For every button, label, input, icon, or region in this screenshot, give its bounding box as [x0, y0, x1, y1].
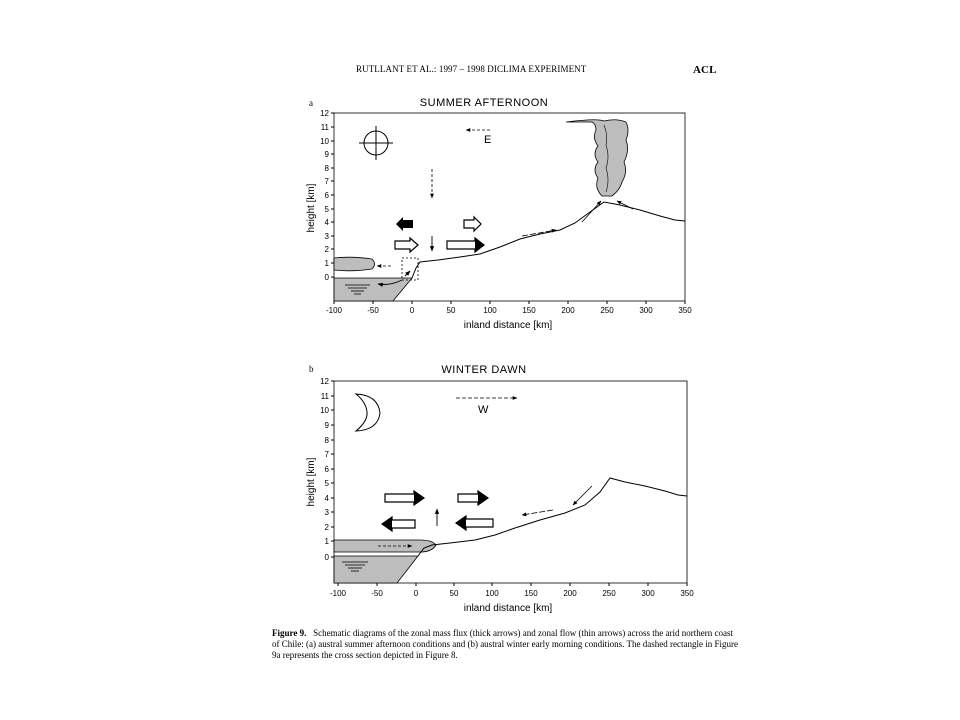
panel-a-title: SUMMER AFTERNOON [419, 97, 549, 109]
y-tick: 0 [324, 273, 329, 282]
terrain-profile [418, 478, 687, 556]
y-tick: 6 [324, 465, 329, 474]
caption-text: Schematic diagrams of the zonal mass flux (thick arrows) and zonal flow (thin arrows) across the arid northern coast of Chile: (a) austral summer afternoon conditions and (b) austral winter early morning conditions. The dashed rectangle in Figure 9a represents the cross section depicted in Figure 8. [272, 628, 738, 661]
sun-icon [359, 126, 393, 160]
x-tick: 100 [483, 306, 497, 315]
caption-label: Figure 9. [272, 628, 307, 638]
y-tick: 3 [324, 232, 329, 241]
panel-a-letter: a [309, 98, 313, 108]
x-tick: 50 [446, 306, 456, 315]
x-tick: 200 [561, 306, 575, 315]
mass-flux-arrow-fill [475, 238, 484, 252]
y-tick: 6 [324, 191, 329, 200]
mass-flux-arrow-east [395, 238, 418, 252]
mass-flux-arrow-fill [414, 491, 424, 505]
panel-b-x-ticks [330, 583, 694, 598]
x-tick: 300 [641, 589, 655, 598]
y-tick: 10 [320, 406, 329, 415]
y-tick: 1 [324, 259, 329, 268]
x-tick: -100 [325, 306, 343, 315]
y-tick: 9 [324, 421, 329, 430]
y-tick: 8 [324, 164, 329, 173]
mass-flux-arrow-fill [456, 516, 466, 530]
panel-b-y-ticks [320, 377, 334, 562]
panel-a-ylabel: height [km] [306, 183, 317, 233]
x-tick: 150 [522, 306, 536, 315]
mass-flux-arrow-east [464, 217, 481, 231]
downslope-flow-arrow [522, 510, 553, 515]
x-tick: 250 [602, 589, 616, 598]
x-tick: -50 [371, 589, 383, 598]
x-tick: 0 [409, 306, 415, 315]
x-tick: 150 [524, 589, 538, 598]
y-tick: 3 [324, 508, 329, 517]
y-tick: 1 [324, 537, 329, 546]
panel-b-ylabel: height [km] [306, 457, 317, 507]
y-tick: 5 [324, 479, 329, 488]
ocean-shape [334, 556, 418, 583]
panel-a-x-ticks [326, 301, 692, 315]
x-tick: 350 [680, 589, 694, 598]
y-tick: 2 [324, 523, 329, 532]
y-tick: 7 [324, 450, 329, 459]
panel-a-plot-frame [334, 113, 685, 301]
running-head: RUTLLANT ET AL.: 1997 – 1998 DICLIMA EXPERIMENT [356, 64, 587, 74]
x-tick: 300 [639, 306, 653, 315]
panel-b-title: WINTER DAWN [441, 364, 527, 376]
stratus-cloud [334, 257, 375, 271]
x-tick: -100 [329, 589, 347, 598]
x-tick: 100 [485, 589, 499, 598]
journal-abbrev: ACL [693, 64, 717, 76]
upslope-flow-arrow [582, 201, 601, 222]
x-tick: 250 [600, 306, 614, 315]
terrain-profile [412, 202, 685, 278]
panel-b-letter: b [309, 364, 314, 374]
upslope-flow-arrow [522, 230, 556, 236]
x-tick: 50 [449, 589, 459, 598]
y-tick: 5 [324, 205, 329, 214]
wind-label-e: E [484, 134, 492, 146]
y-tick: 4 [324, 218, 329, 227]
wind-label-w: W [478, 404, 489, 416]
x-tick: 0 [413, 589, 419, 598]
y-tick: 0 [324, 553, 329, 562]
panel-b-diagram [0, 340, 960, 620]
panel-b-plot-frame [334, 381, 687, 583]
y-tick: 4 [324, 494, 329, 503]
ocean-shape [334, 278, 412, 301]
panel-a-xlabel: inland distance [km] [463, 320, 553, 331]
y-tick: 7 [324, 177, 329, 186]
y-tick: 11 [320, 392, 329, 401]
y-tick: 9 [324, 150, 329, 159]
y-tick: 11 [320, 123, 329, 132]
x-tick: 200 [563, 589, 577, 598]
mass-flux-arrow-west [396, 217, 413, 231]
panel-a-diagram [0, 0, 960, 340]
panel-b-xlabel: inland distance [km] [463, 603, 553, 614]
panel-a-y-ticks [320, 109, 334, 282]
y-tick: 8 [324, 436, 329, 445]
downslope-flow-arrow [573, 486, 592, 505]
y-tick: 2 [324, 245, 329, 254]
y-tick: 12 [320, 377, 329, 386]
x-tick: -50 [367, 306, 379, 315]
y-tick: 12 [320, 109, 329, 118]
x-tick: 350 [678, 306, 692, 315]
figure-caption [272, 628, 742, 662]
slope-wind-arrow [405, 271, 410, 276]
y-tick: 10 [320, 137, 329, 146]
mass-flux-arrow-fill [382, 517, 392, 531]
moon-icon [356, 394, 380, 431]
convective-cloud [566, 120, 628, 196]
mass-flux-arrow-fill [478, 491, 488, 505]
